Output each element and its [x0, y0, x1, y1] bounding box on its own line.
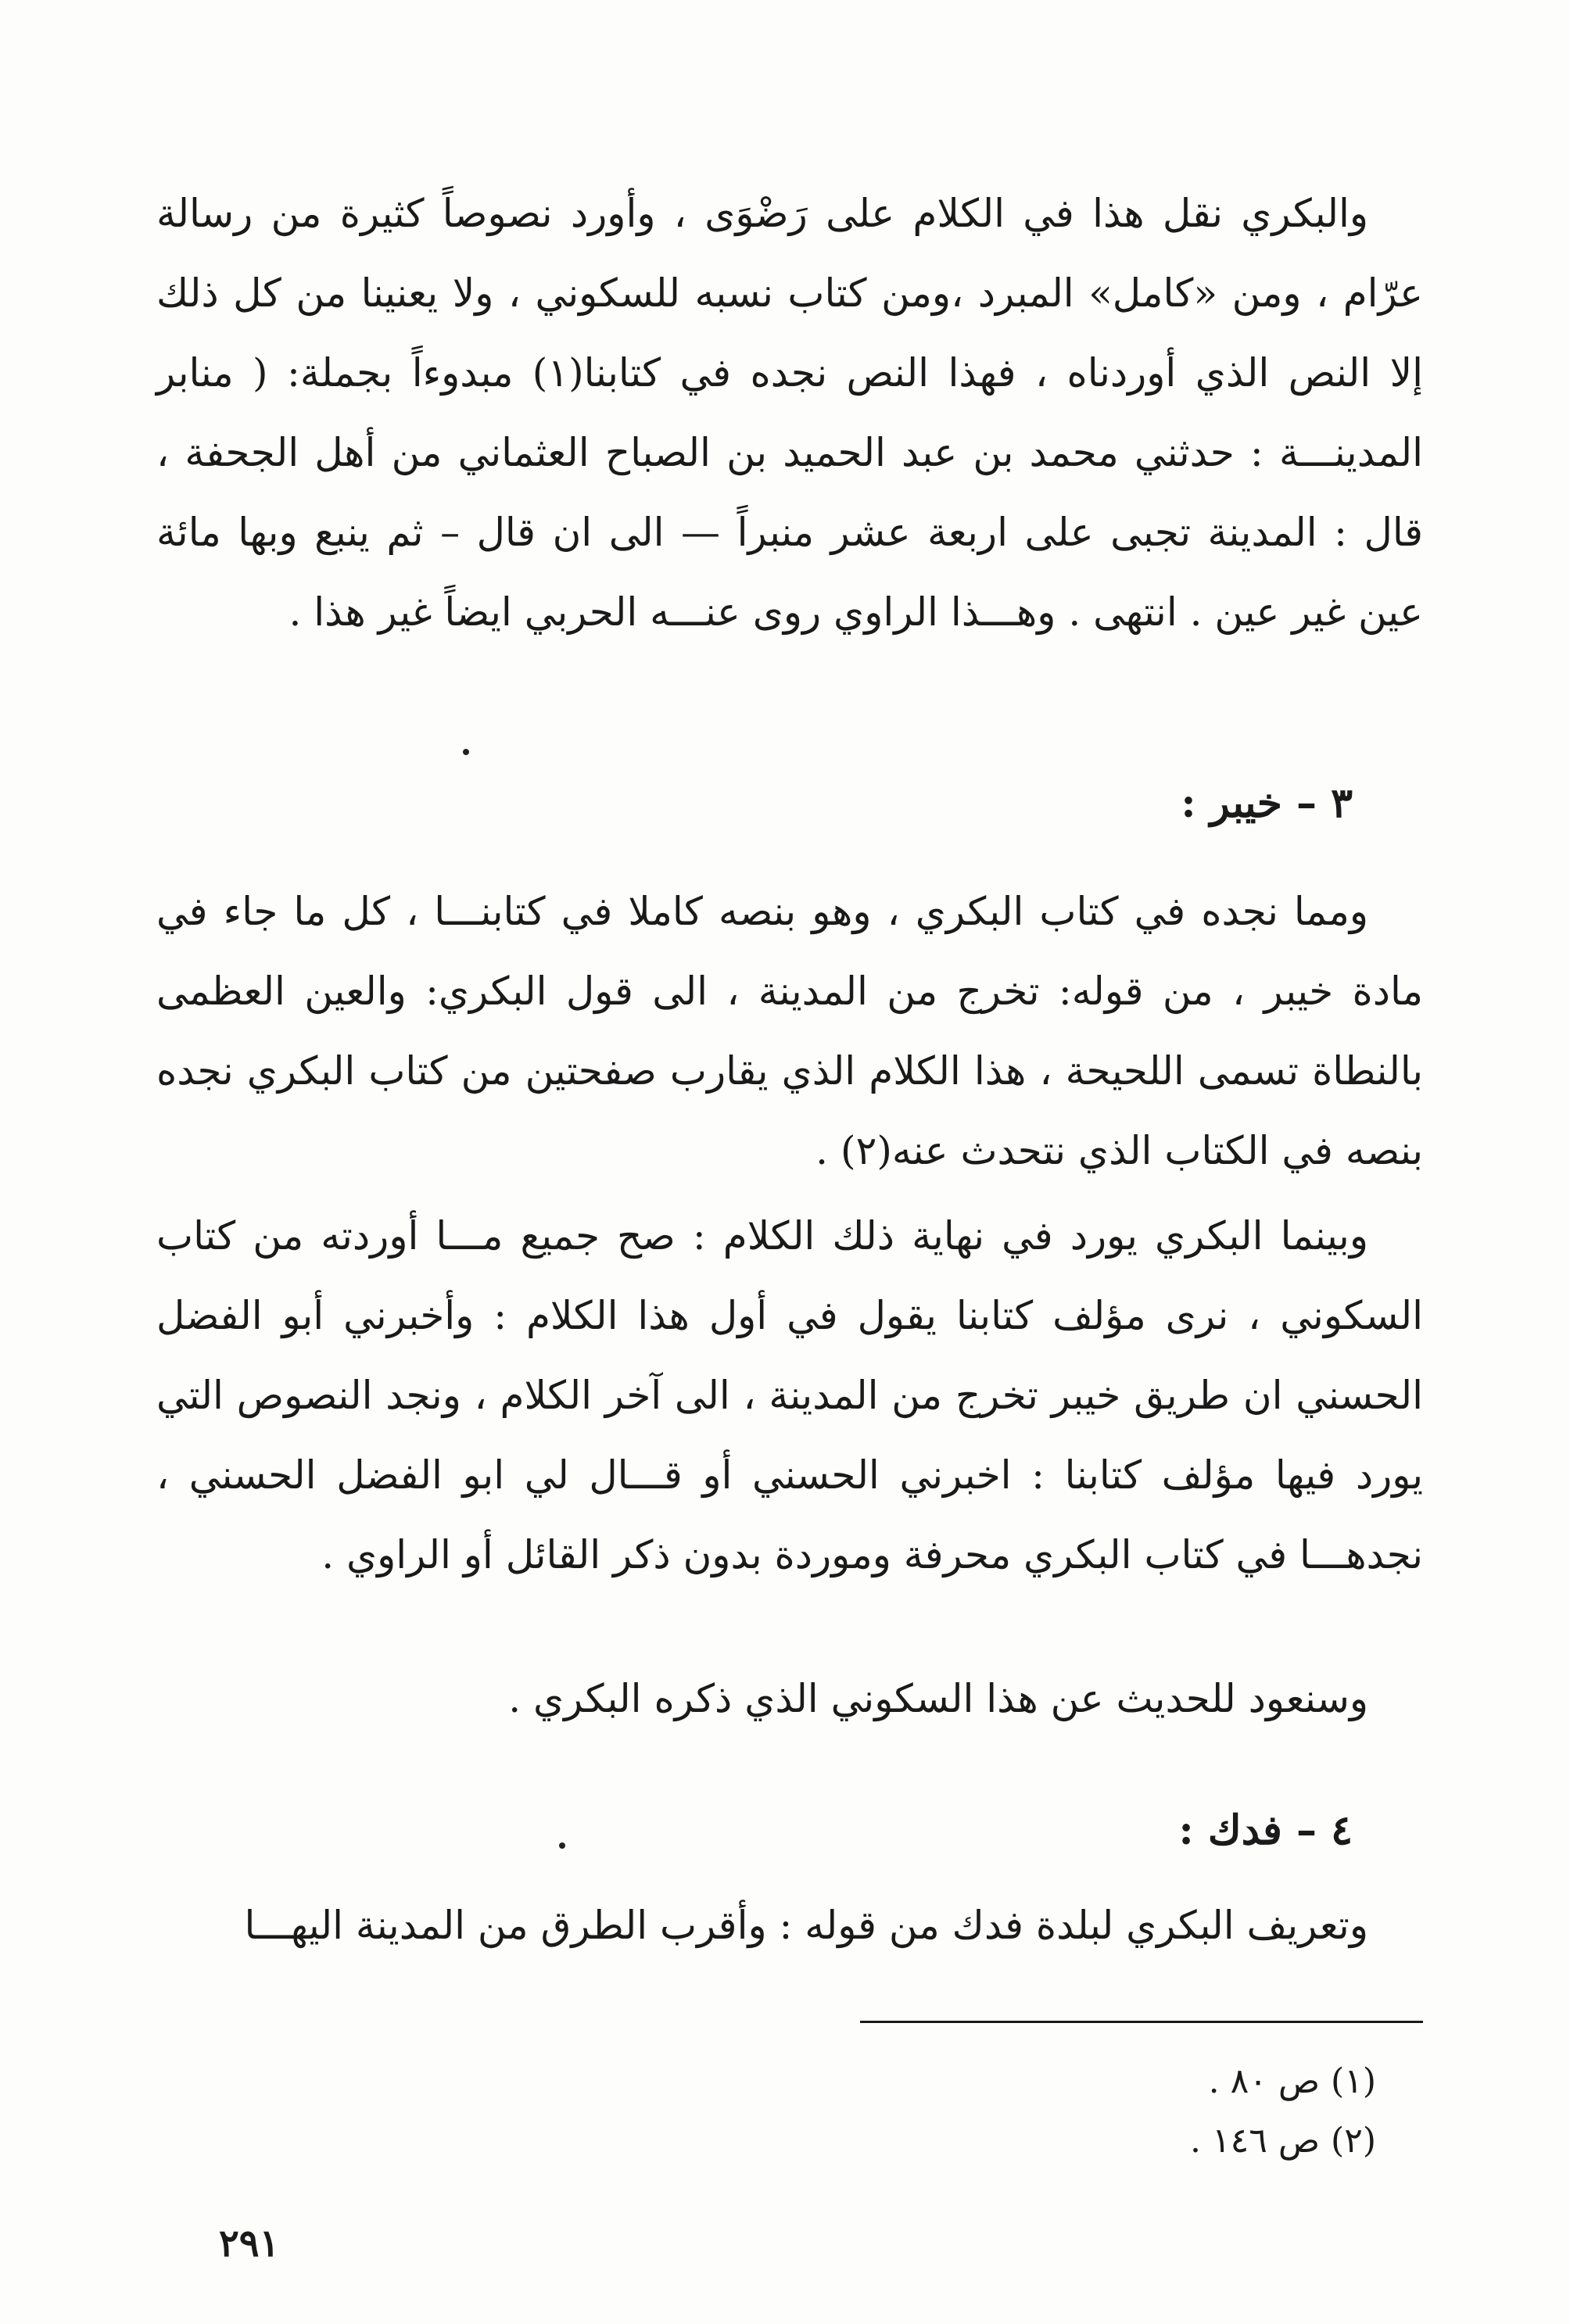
paragraph-radwa: والبكري نقل هذا في الكلام على رَضْوَى ، وأورد نصوصاً كثيرة من رسالة عرّام ، ومن «كامل» المبرد ،ومن كتاب نسبه للسكوني ، ولا يعنينا من كل ذلك إلا النص الذي أوردناه ، فهذا النص نجده في كتابنا(١) مبدوءاً بجملة: ( منابر المدينـــة : حدثني محمد بن عبد الحميد بن الصباح العثماني من أهل الجحفة ، قال : المدينة تجبى على اربعة عشر منبراً — الى ان قال – ثم ينبع وبها مائة عين غير عين . انتهى . وهـــذا الراوي روى عنـــه الحربي ايضاً غير هذا .	[156, 191, 1423, 635]
paragraph-sakuni: وبينما البكري يورد في نهاية ذلك الكلام : صح جميع مـــا أوردته من كتاب السكوني ، نرى مؤلف كتابنا يقول في أول هذا الكلام : وأخبرني أبو الفضل الحسني ان طريق خيبر تخرج من المدينة ، الى آخر الكلام ، ونجد النصوص التي يورد فيها مؤلف كتابنا : اخبرني الحسني أو قـــال لي ابو الفضل الحسني ، نجدهـــا في كتاب البكري محرفة وموردة بدون ذكر القائل أو الراوي .	[156, 1213, 1423, 1577]
section-heading-fadak: ٤ – فدك :	[1178, 1807, 1353, 1854]
paragraph-return-note: وسنعود للحديث عن هذا السكوني الذي ذكره البكري .	[508, 1676, 1368, 1721]
footnote-2: (٢) ص ١٤٦ .	[1189, 2121, 1376, 2161]
footnote-divider	[860, 2021, 1423, 2023]
footnote-1: (١) ص ٨٠ .	[1208, 2061, 1376, 2101]
paragraph-khaybar: ومما نجده في كتاب البكري ، وهو بنصه كاملا في كتابنـــا ، كل ما جاء في مادة خيبر ، من قوله: تخرج من المدينة ، الى قول البكري: والعين العظمى بالنطاة تسمى اللحيحة ، هذا الكلام الذي يقارب صفحتين من كتاب البكري نجده بنصه في الكتاب الذي نتحدث عنه(٢) .	[156, 889, 1423, 1173]
page-number: ٢٩١	[219, 2222, 280, 2265]
section-heading-khaybar: ٣ – خيبر :	[1181, 779, 1353, 827]
print-speck	[559, 1842, 565, 1849]
footnotes	[938, 2052, 1376, 2171]
print-speck	[463, 749, 469, 755]
paragraph-fadak: وتعريف البكري لبلدة فدك من قوله : وأقرب الطرق من المدينة اليهـــا	[244, 1903, 1368, 1948]
